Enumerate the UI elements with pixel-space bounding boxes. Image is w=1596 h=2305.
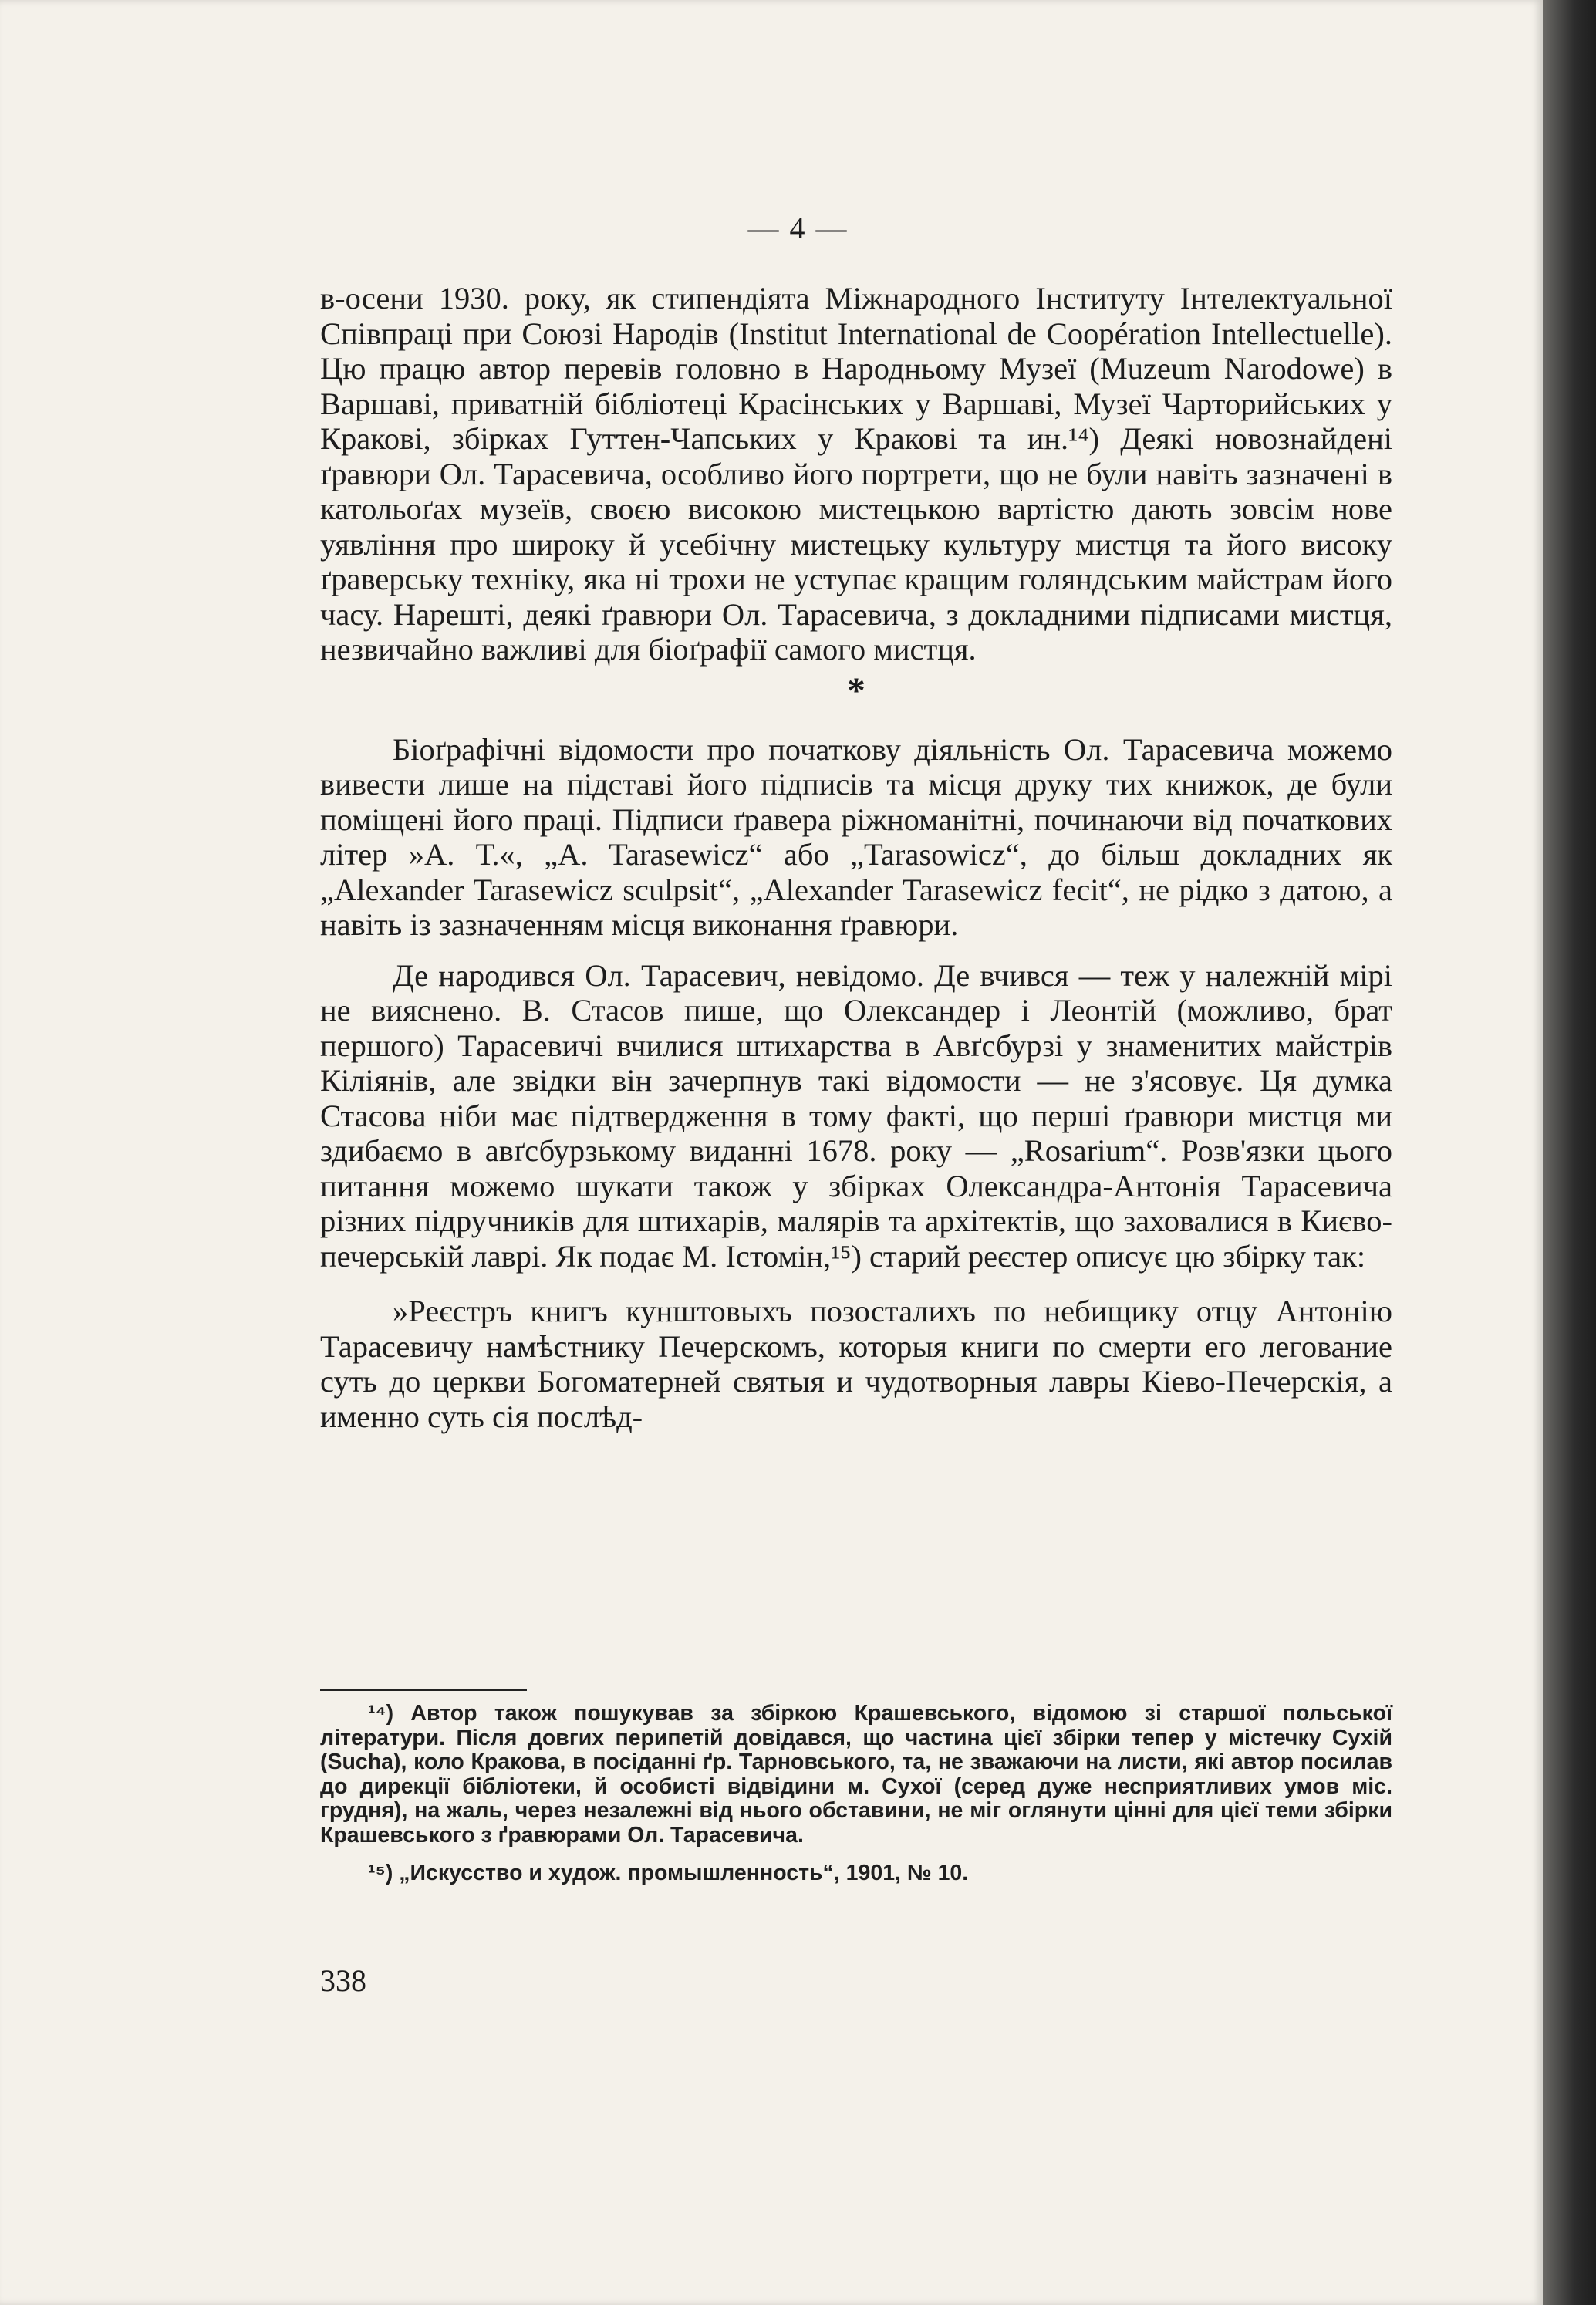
- footnote-divider: [320, 1689, 527, 1691]
- scan-edge-shadow: [1543, 0, 1596, 2305]
- footnote-14: ¹⁴) Автор також пошукував за збіркою Крашевського, відомою зі старшої польської літератури. Після довгих перипетій довідався, що частина цієї збірки тепер у містечку Сухій (Sucha), коло Кракова, в посіданні ґр. Тарновського, та, не зважаючи на листи, які автор посилав до дирекції бібліотеки, й особисті відвідини м. Сухої (серед дуже несприятливих умов міс. грудня), на жаль, через незалежні від нього обставини, не міг оглянути цінні для цієї теми збірки Крашевського з ґравюрами Ол. Тарасевича.: [320, 1701, 1392, 1848]
- paragraph-1: в-осени 1930. року, як стипендіята Міжнародного Інституту Інтелектуальної Співпраці при Союзі Народів (Institut International de Coopération Intellectuelle). Цю працю автор перевів головно в Народньому Музеї (Muzeum Narodowe) в Варшаві, приватній бібліотеці Красінських у Варшаві, Музеї Чарторийських у Кракові, збірках Гуттен-Чапських у Кракові та ин.¹⁴) Деякі новознайдені ґравюри Ол. Тарасевича, особливо його портрети, що не були навіть зазначені в катольоґах музеїв, своєю високою мистецькою вартістю дають зовсім нове уявління про широку й усебічну мистецьку культуру мистця та його високу ґраверську техніку, яка ні трохи не уступає кращим голяндським майстрам його часу. Нарешті, деякі ґравюри Ол. Тарасевича, з докладними підписами мистця, незвичайно важливі для біоґрафії самого мистця.: [320, 281, 1392, 667]
- section-separator: *: [847, 670, 865, 711]
- footnote-15: ¹⁵) „Искусство и худож. промышленность“, 1901, № 10.: [368, 1861, 969, 1885]
- paragraph-2: Біоґрафічні відомости про початкову діяльність Ол. Тарасевича можемо вивести лише на підставі його підписів та місця друку тих книжок, де були поміщені його праці. Підписи ґравера ріжноманітні, починаючи від початкових літер »А. Т.«, „A. Tarasewicz“ або „Tarasowicz“, до більш докладних як „Alexander Tarasewicz sculpsit“, „Alexander Tarasewicz fecit“, не рідко з датою, а навіть із зазначенням місця виконання ґравюри.: [320, 731, 1392, 942]
- main-text: [320, 281, 1392, 1434]
- footnotes: [320, 1702, 1392, 1886]
- paragraph-4-quote: »Реєстръ книгъ кунштовыхъ позосталихъ по небищику отцу Антонію Тарасевичу намѣстнику Печерскомъ, которыя книги по смерти его легование суть до церкви Богоматерней святыя и чудотворныя лавры Кіево-Печерскія, а именно суть сія послѣд-: [320, 1294, 1392, 1434]
- page-footer-number: 338: [320, 1963, 366, 1998]
- paragraph-3: Де народився Ол. Тарасевич, невідомо. Де вчився — теж у належній мірі не вияснено. В. Стасов пише, що Олександер і Леонтій (можливо, брат першого) Тарасевичі вчилися штихарства в Авґсбурзі у знаменитих майстрів Кіліянів, але звідки він зачерпнув такі відомости — не з'ясовує. Ця думка Стасова ніби має підтвердження в тому факті, що перші ґравюри мистця ми здибаємо в авґсбурзькому виданні 1678. року — „Rosarium“. Розв'язки цього питання можемо шукати також у збірках Олександра-Антонія Тарасевича різних підручників для штихарів, малярів та архітектів, що заховалися в Києво-печерській лаврі. Як подає М. Істомін,¹⁵) старий реєстер описує цю збірку так:: [320, 957, 1392, 1274]
- page-header-number: — 4 —: [747, 211, 849, 245]
